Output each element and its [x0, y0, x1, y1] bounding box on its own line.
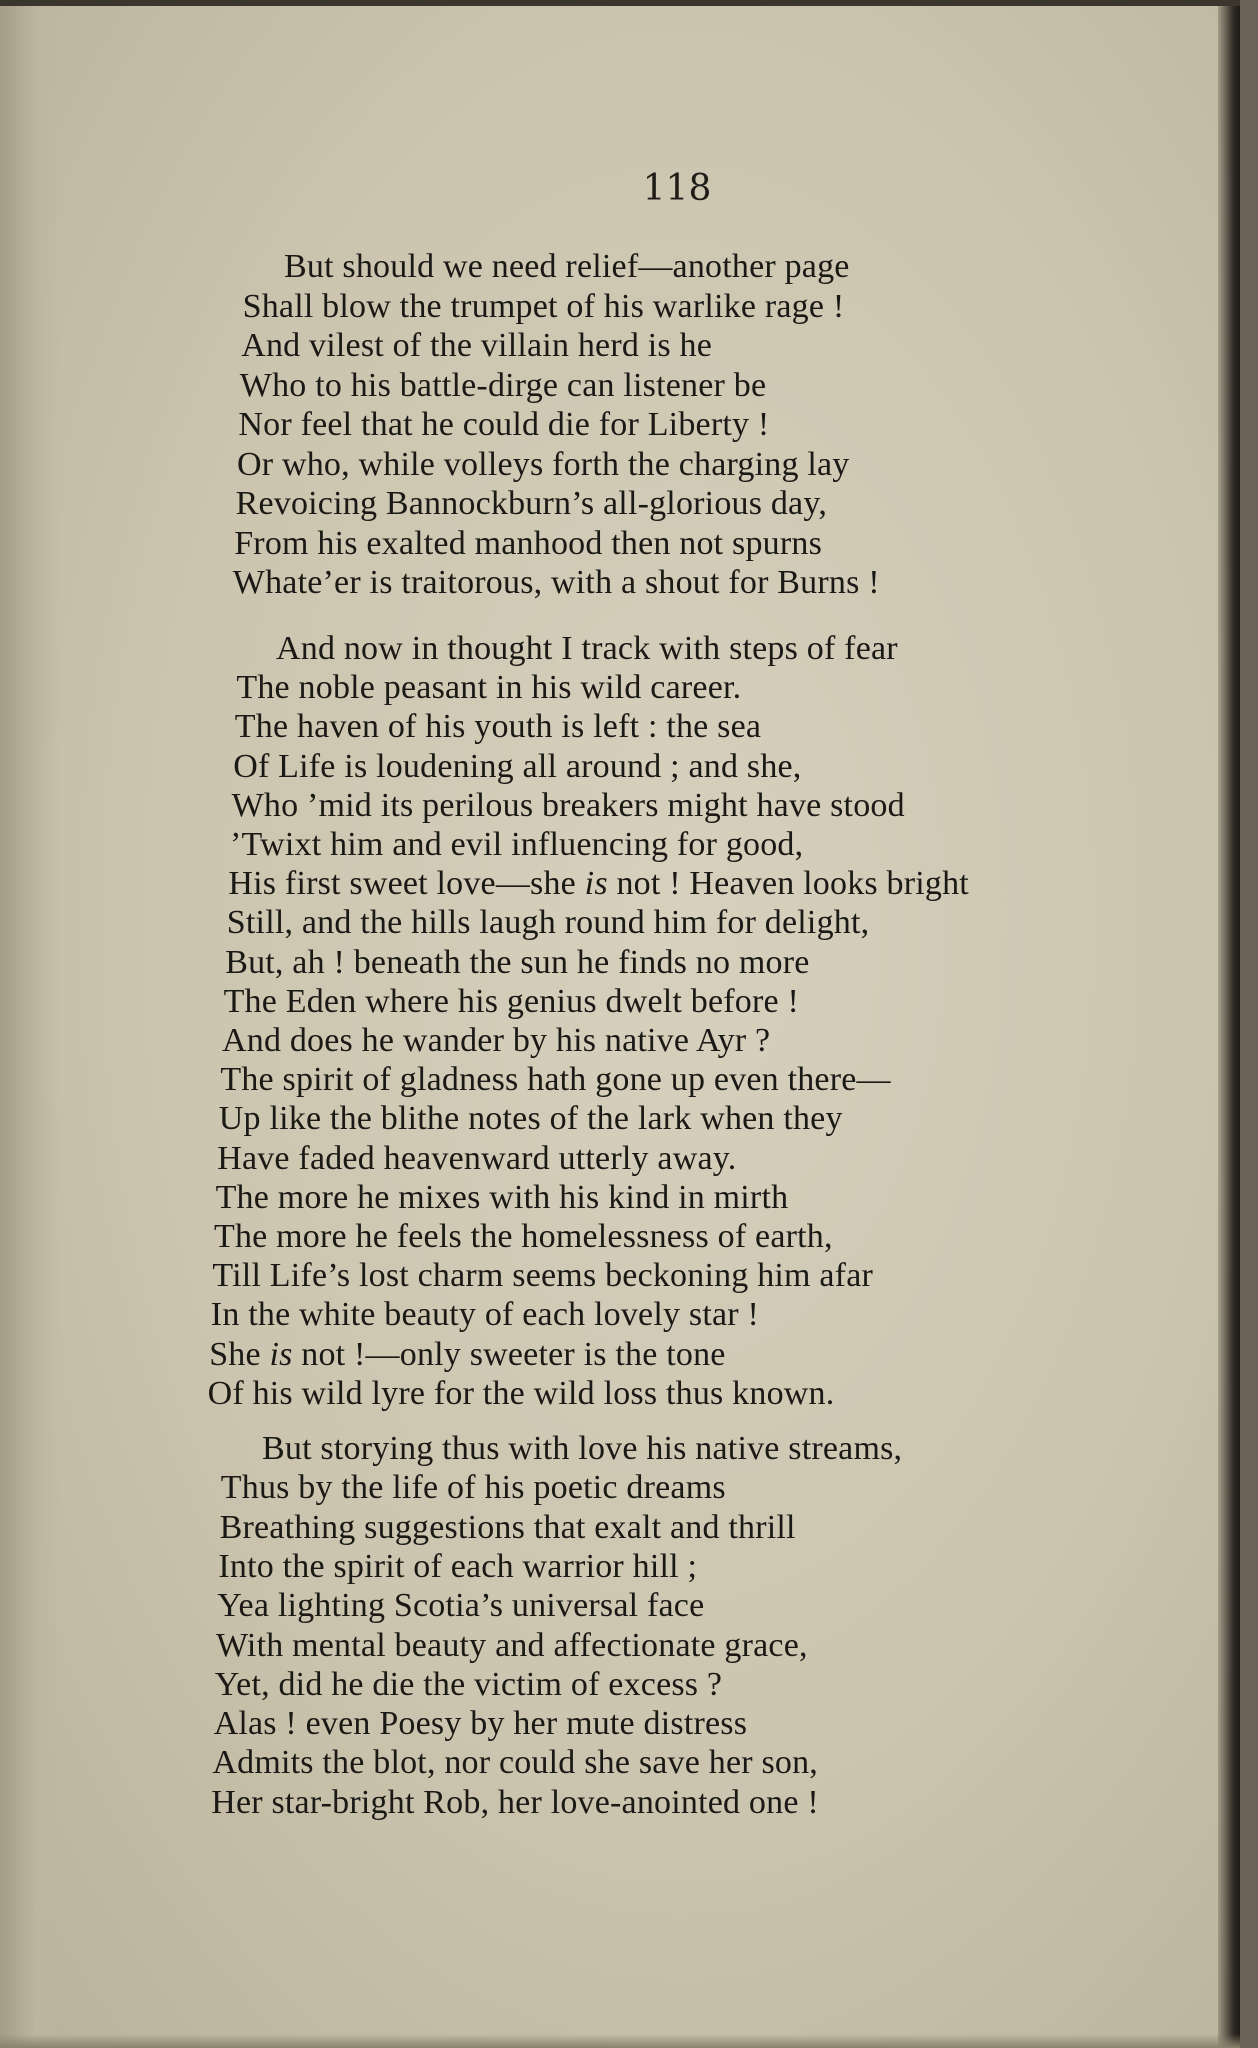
poem-line: But should we need relief—another page	[284, 248, 850, 285]
poem-line: ’Twixt him and evil influencing for good,	[230, 826, 804, 863]
poem-line: Of Life is loudening all around ; and she,	[233, 747, 802, 785]
poem-line: The Eden where his genius dwelt before !	[223, 982, 800, 1020]
page-top-edge	[0, 0, 1240, 6]
poem-line: Up like the blithe notes of the lark when they	[218, 1100, 843, 1138]
poem-line: Revoicing Bannockburn’s all-glorious day,	[235, 485, 828, 522]
poem-line: But storying thus with love his native streams,	[262, 1430, 903, 1467]
poem-line: Thus by the life of his poetic dreams	[220, 1469, 726, 1507]
poem-line: The more he feels the homelessness of earth,	[214, 1218, 833, 1255]
poem-line: Nor feel that he could die for Liberty !	[238, 406, 770, 443]
poem-line: Breathing suggestions that exalt and thrill	[219, 1508, 796, 1546]
page-number: 118	[642, 168, 712, 209]
poem-line: Shall blow the trumpet of his warlike rage !	[242, 287, 845, 325]
poem-line: His first sweet love—she is not ! Heaven looks bright	[228, 865, 969, 903]
poem-line: The spirit of gladness hath gone up even there—	[220, 1061, 891, 1099]
poem-line: Her star-bright Rob, her love-anointed one !	[211, 1783, 819, 1821]
poem-line: She is not !—only sweeter is the tone	[209, 1335, 726, 1373]
poem-line: Still, and the hills laugh round him for delight,	[226, 904, 870, 942]
poem-line: In the white beauty of each lovely star !	[210, 1296, 760, 1334]
poem-line: Of his wild lyre for the wild loss thus known.	[207, 1374, 835, 1412]
poem-line: And vilest of the villain herd is he	[241, 327, 713, 364]
poem-line: But, ah ! beneath the sun he finds no more	[225, 943, 810, 981]
poem-line: From his exalted manhood then not spurns	[234, 524, 823, 562]
poem-line: Who to his battle-dirge can listener be	[239, 366, 767, 404]
page-bottom-edge	[0, 2034, 1240, 2048]
page-binding-edge	[1218, 0, 1240, 2048]
poem-line: Yea lighting Scotia’s universal face	[217, 1587, 705, 1625]
poem-line: Or who, while volleys forth the charging lay	[237, 445, 850, 483]
poem-line: The noble peasant in his wild career.	[236, 669, 742, 707]
poem-line: With mental beauty and affectionate grace,	[216, 1626, 808, 1664]
poem-line: And does he wander by his native Ayr ?	[222, 1022, 771, 1059]
page-gutter-shadow	[0, 0, 60, 2048]
poem-line: The haven of his youth is left : the sea	[234, 708, 762, 746]
poem-line: And now in thought I track with steps of fear	[276, 630, 898, 667]
poem-line: Till Life’s lost charm seems beckoning him afar	[212, 1257, 874, 1295]
poem-line: Admits the blot, nor could she save her son,	[212, 1744, 818, 1782]
poem-line: Have faded heavenward utterly away.	[217, 1139, 737, 1177]
poem-line: Into the spirit of each warrior hill ;	[218, 1547, 698, 1585]
poem-line: Yet, did he die the victim of excess ?	[214, 1665, 723, 1703]
poem-line: The more he mixes with his kind in mirth	[215, 1178, 789, 1216]
poem-line: Who ’mid its perilous breakers might have stood	[231, 786, 905, 824]
poem-line: Whate’er is traitorous, with a shout for Burns !	[232, 564, 880, 601]
poem-line: Alas ! even Poesy by her mute distress	[213, 1705, 748, 1743]
